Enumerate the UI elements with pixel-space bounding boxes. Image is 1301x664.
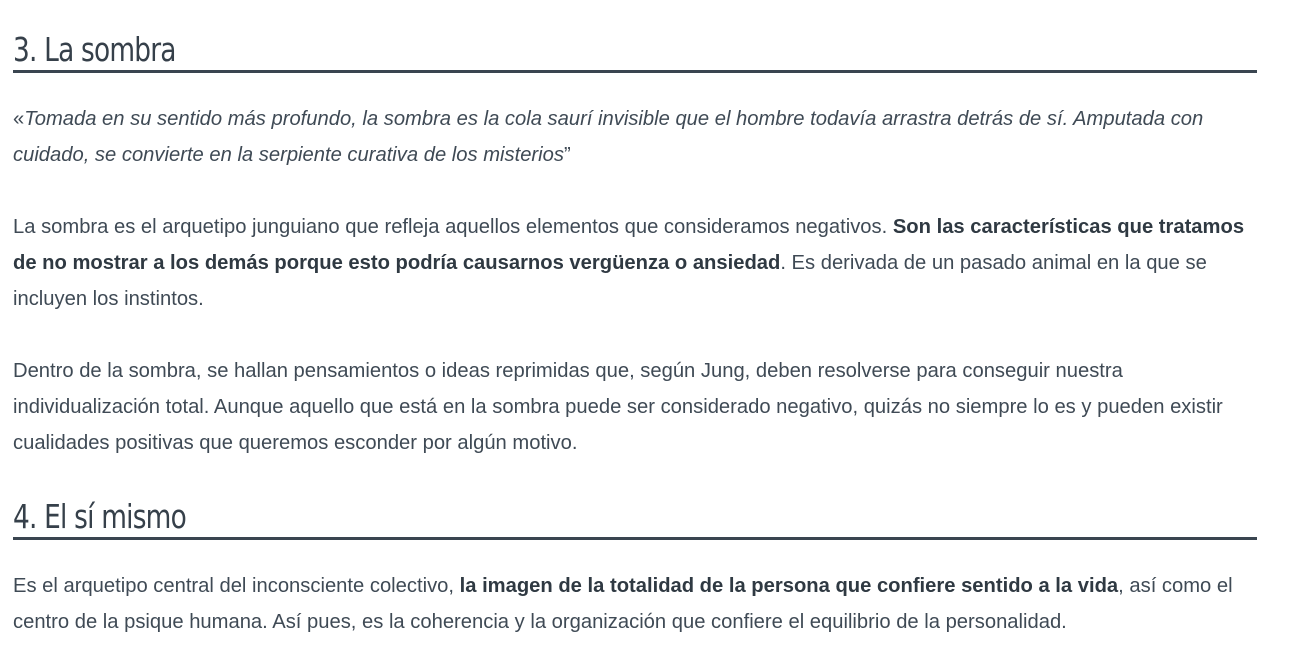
section-heading-si-mismo: 4. El sí mismo	[13, 497, 186, 536]
sombra-p1-text-before: La sombra es el arquetipo junguiano que refleja aquellos elementos que consideramos negativos.	[13, 216, 893, 238]
sombra-p1-text-after: . Es derivada de un pasado animal en la que se incluyen los instintos.	[13, 252, 1207, 310]
quote-open-mark: «	[13, 108, 25, 130]
article-content	[13, 0, 1257, 640]
si-mismo-p1-bold: la imagen de la totalidad de la persona que confiere sentido a la vida	[459, 575, 1119, 597]
sombra-paragraph-2: Dentro de la sombra, se hallan pensamientos o ideas reprimidas que, según Jung, deben resolverse para conseguir nuestra individualización total. Aunque aquello que está en la sombra puede ser considerado negativo, quizás no siempre lo es y pueden existir cualidades positivas que queremos esconder por algún motivo.	[13, 360, 1223, 454]
si-mismo-p1-text-before: Es el arquetipo central del inconsciente colectivo,	[13, 575, 460, 597]
sombra-paragraph-1	[13, 209, 1257, 317]
si-mismo-paragraph-1	[13, 568, 1257, 640]
quote-close-mark: ”	[563, 144, 571, 166]
quote-paragraph	[13, 101, 1257, 173]
quote-text: Tomada en su sentido más profundo, la sombra es la cola saurí invisible que el hombre todavía arrastra detrás de sí. Amputada con cuidado, se convierte en la serpiente curativa de los misterios	[13, 108, 1204, 166]
sombra-p1-bold: Son las características que tratamos de no mostrar a los demás porque esto podría causarnos vergüenza o ansiedad	[13, 216, 1245, 274]
section-heading-wrap-si-mismo	[13, 497, 1257, 540]
section-heading-sombra: 3. La sombra	[13, 30, 176, 69]
section-heading-wrap-sombra	[13, 30, 1257, 73]
si-mismo-p1-text-after: , así como el centro de la psique humana. Así pues, es la coherencia y la organización que confiere el equilibrio de la personalidad.	[13, 575, 1233, 633]
